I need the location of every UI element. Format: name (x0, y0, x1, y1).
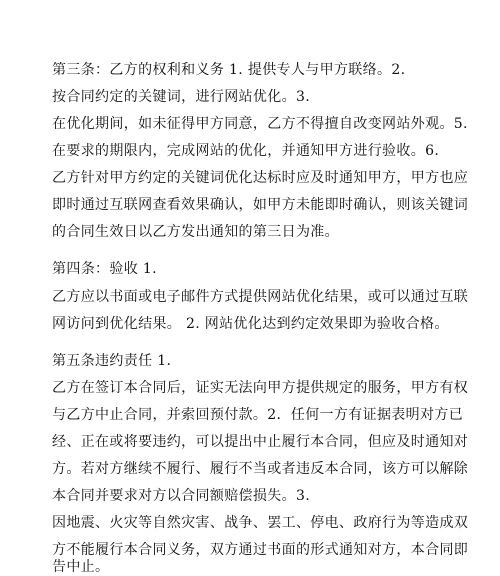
text-line: 第三条：乙方的权利和义务 1. 提供专人与甲方联络。2. (52, 62, 406, 78)
text-line: 与乙方中止合同，并索回预付款。2．任何一方有证据表明对方已 (52, 407, 464, 423)
text-line: 乙方在签订本合同后，证实无法向甲方提供规定的服务，甲方有权 (52, 380, 469, 396)
text-line: 第五条违约责任 1. (52, 353, 172, 369)
text-line: 因地震、火灾等自然灾害、战争、罢工、停电、政府行为等造成双 (52, 515, 469, 531)
text-line: 告中止。 (52, 559, 110, 575)
text-line: 第四条：验收 1. (52, 261, 157, 277)
text-line: 乙方针对甲方约定的关键词优化达标时应及时通知甲方，甲方也应 (52, 170, 469, 186)
text-line: 方不能履行本合同义务，双方通过书面的形式通知对方，本合同即 (52, 542, 469, 558)
text-line: 经、正在或将要违约，可以提出中止履行本合同，但应及时通知对 (52, 434, 469, 450)
text-line: 方。若对方继续不履行、履行不当或者违反本合同，该方可以解除 (52, 461, 469, 477)
text-line: 在要求的期限内，完成网站的优化，并通知甲方进行验收。6. (52, 143, 440, 159)
text-line: 本合同并要求对方以合同额赔偿损失。3. (52, 488, 311, 504)
text-line: 即时通过互联网查看效果确认，如甲方未能即时确认，则该关键词 (52, 197, 469, 213)
text-line: 网访问到优化结果。 2. 网站优化达到约定效果即为验收合格。 (52, 316, 449, 332)
text-line: 乙方应以书面或电子邮件方式提供网站优化结果，或可以通过互联 (52, 289, 469, 305)
text-line: 的合同生效日以乙方发出通知的第三日为准。 (52, 224, 339, 240)
text-line: 在优化期间，如未征得甲方同意，乙方不得擅自改变网站外观。5. (52, 116, 468, 132)
text-line: 按合同约定的关键词，进行网站优化。3. (52, 89, 311, 105)
